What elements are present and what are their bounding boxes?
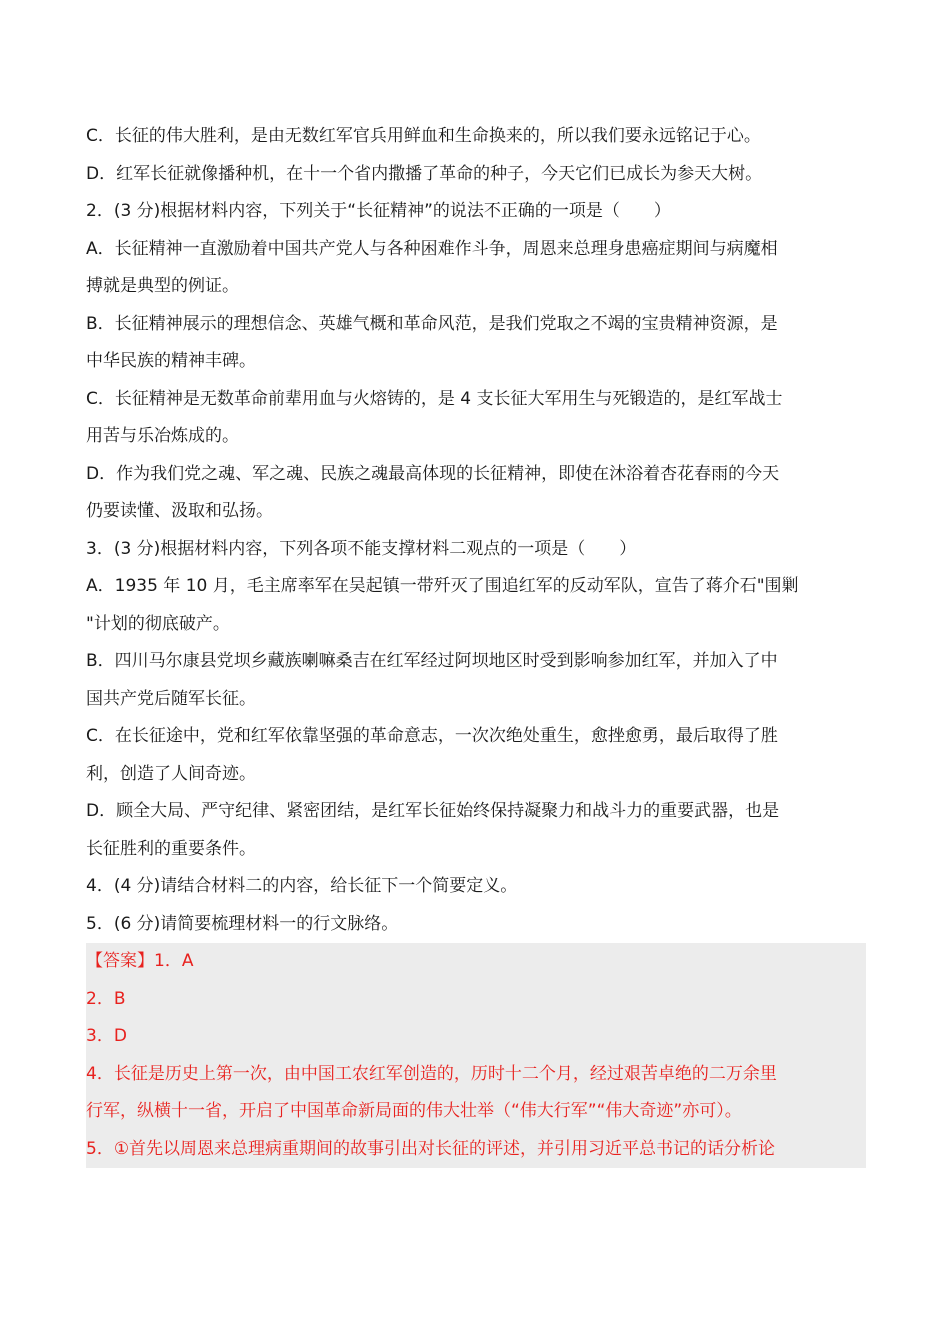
option-d-q2-line1: D．作为我们党之魂、军之魂、民族之魂最高体现的长征精神，即使在沐浴着杏花春雨的今天 [86, 463, 780, 484]
option-a-q3-line1: A．1935 年 10 月，毛主席率军在吴起镇一带歼灭了围追红军的反动军队，宣告了蒋介石"围剿 [86, 576, 799, 596]
option-c-q2-line2: 用苦与乐冶炼成的。 [86, 426, 239, 446]
option-b-q3-line1: B．四川马尔康县党坝乡藏族喇嘛桑吉在红军经过阿坝地区时受到影响参加红军，并加入了中 [86, 651, 778, 671]
option-d-q2-line2: 仍要读懂、汲取和弘扬。 [86, 501, 273, 521]
question-2: 2．(3 分)根据材料内容，下列关于“长征精神”的说法不正确的一项是（ ） [86, 201, 671, 221]
answer-3: 3．D [86, 1026, 127, 1046]
question-3: 3．(3 分)根据材料内容，下列各项不能支撑材料二观点的一项是（ ） [86, 538, 637, 559]
option-d-q3-line2: 长征胜利的重要条件。 [86, 838, 256, 859]
option-c-q1: C．长征的伟大胜利，是由无数红军官兵用鲜血和生命换来的，所以我们要永远铭记于心。 [86, 126, 761, 146]
option-c-q3-line2: 利，创造了人间奇迹。 [86, 763, 256, 784]
option-b-q3-line2: 国共产党后随军长征。 [86, 688, 256, 709]
answer-1: 【答案】1．A [86, 951, 194, 971]
option-a-q2-line2: 搏就是典型的例证。 [86, 276, 239, 296]
answer-4-line2: 行军，纵横十一省，开启了中国革命新局面的伟大壮举（“伟大行军”“伟大奇迹”亦可）。 [86, 1101, 742, 1121]
answer-4-line1: 4．长征是历史上第一次，由中国工农红军创造的，历时十二个月，经过艰苦卓绝的二万余里 [86, 1063, 777, 1084]
option-a-q2-line1: A．长征精神一直激励着中国共产党人与各种困难作斗争，周恩来总理身患癌症期间与病魔相 [86, 238, 778, 259]
option-c-q2-line1: C．长征精神是无数革命前辈用血与火熔铸的，是 4 支长征大军用生与死锻造的，是红军战士 [86, 388, 783, 409]
document-page [86, 118, 866, 1168]
option-b-q2-line1: B．长征精神展示的理想信念、英雄气概和革命风范，是我们党取之不竭的宝贵精神资源，是 [86, 313, 778, 334]
question-5: 5．(6 分)请简要梳理材料一的行文脉络。 [86, 913, 399, 934]
answer-5-line1: 5．①首先以周恩来总理病重期间的故事引出对长征的评述，并引用习近平总书记的话分析论 [86, 1138, 776, 1159]
option-a-q3-line2: "计划的彻底破产。 [86, 613, 230, 634]
option-b-q2-line2: 中华民族的精神丰碑。 [86, 351, 256, 371]
option-d-q3-line1: D．顾全大局、严守纪律、紧密团结，是红军长征始终保持凝聚力和战斗力的重要武器，也是 [86, 801, 780, 821]
answer-2: 2．B [86, 988, 126, 1009]
option-c-q3-line1: C．在长征途中，党和红军依靠坚强的革命意志，一次次绝处重生，愈挫愈勇，最后取得了胜 [86, 726, 778, 746]
question-4: 4．(4 分)请结合材料二的内容，给长征下一个简要定义。 [86, 876, 518, 896]
option-d-q1: D．红军长征就像播种机，在十一个省内撒播了革命的种子，今天它们已成长为参天大树。 [86, 163, 763, 184]
answer-box [86, 943, 866, 1168]
